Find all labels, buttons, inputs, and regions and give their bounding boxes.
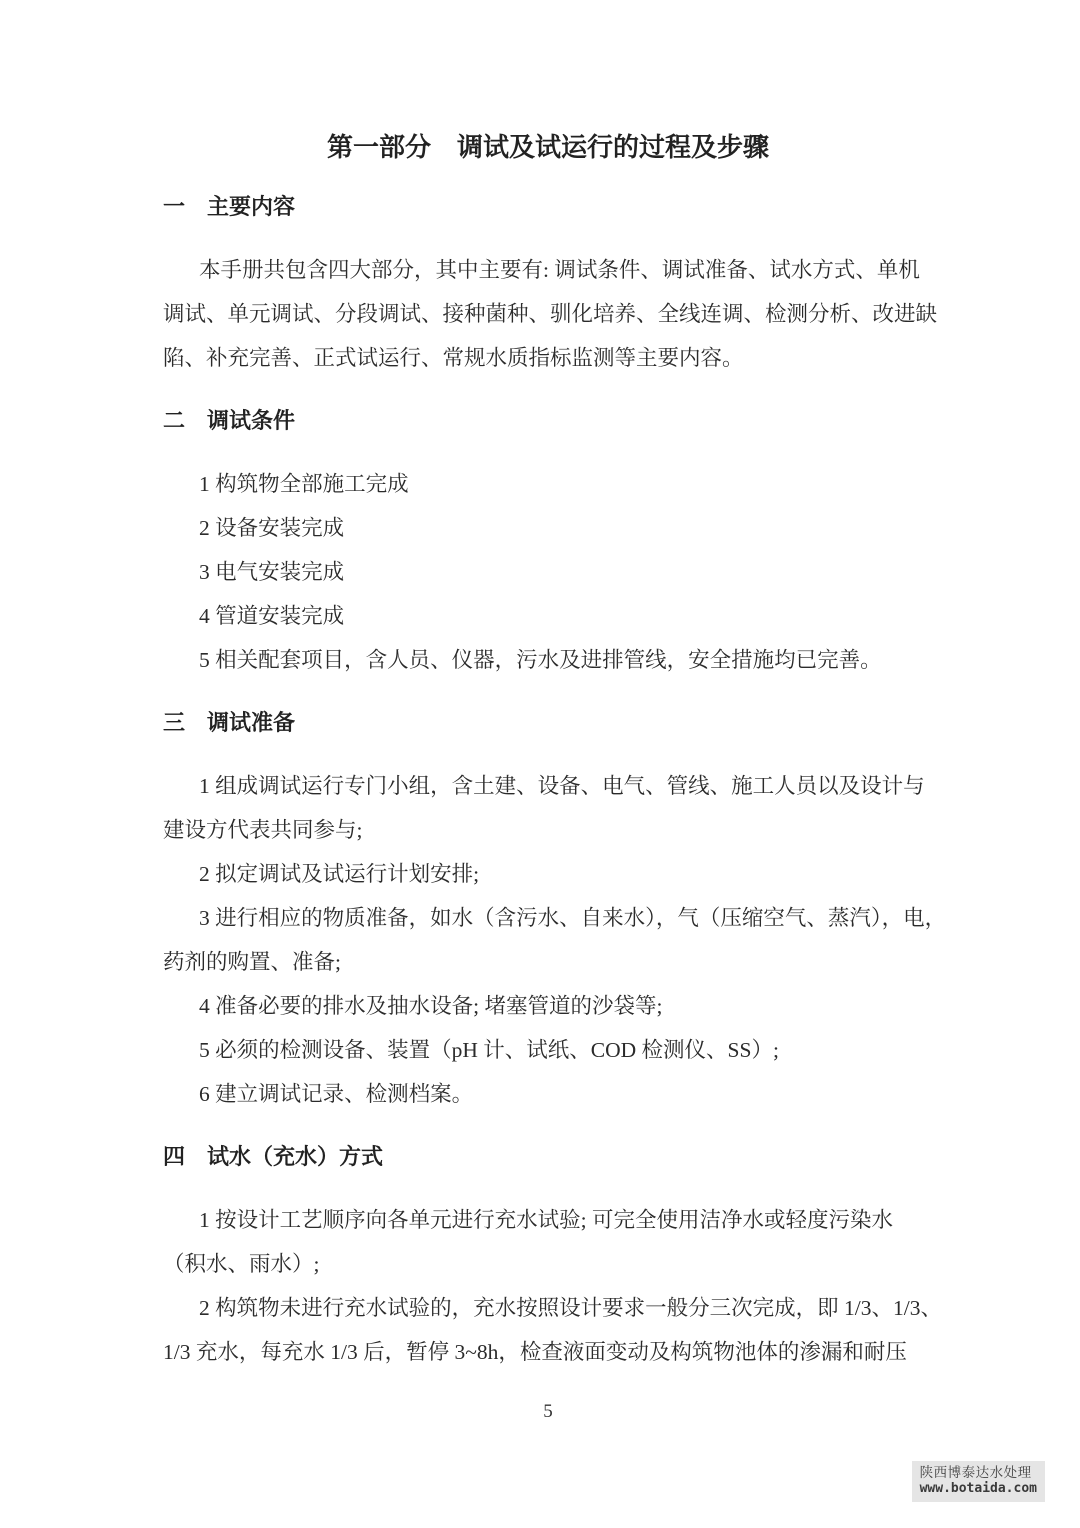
list-item: 1 组成调试运行专门小组，含土建、设备、电气、管线、施工人员以及设计与 bbox=[199, 774, 925, 798]
section-heading-2: 二 调试条件 bbox=[163, 408, 296, 433]
text-line: 建设方代表共同参与; bbox=[163, 818, 363, 842]
list-item: 2 拟定调试及试运行计划安排; bbox=[199, 862, 480, 886]
numbered-list bbox=[163, 764, 947, 1116]
list-item: 5 必须的检测设备、装置（pH 计、试纸、COD 检测仪、SS）; bbox=[199, 1038, 779, 1062]
list-item: 3 电气安装完成 bbox=[199, 560, 345, 584]
page-number: 5 bbox=[543, 1401, 553, 1422]
numbered-list bbox=[163, 1198, 942, 1374]
list-item: 6 建立调试记录、检测档案。 bbox=[199, 1082, 474, 1106]
watermark-company: 陕西博泰达水处理 bbox=[919, 1465, 1032, 1481]
watermark-url: www.botaida.com bbox=[919, 1481, 1037, 1496]
list-item: 4 管道安装完成 bbox=[199, 604, 345, 628]
paragraph bbox=[163, 248, 938, 380]
text-line: 陷、补充完善、正式试运行、常规水质指标监测等主要内容。 bbox=[163, 346, 744, 370]
text-line: 调试、单元调试、分段调试、接种菌种、驯化培养、全线连调、检测分析、改进缺 bbox=[163, 302, 938, 326]
section-commissioning-preparation bbox=[163, 707, 947, 1116]
section-heading-4: 四 试水（充水）方式 bbox=[163, 1144, 384, 1169]
list-item: 1 按设计工艺顺序向各单元进行充水试验; 可完全使用洁净水或轻度污染水 bbox=[199, 1208, 893, 1232]
list-item: 1 构筑物全部施工完成 bbox=[199, 472, 409, 496]
list-item: 2 设备安装完成 bbox=[199, 516, 345, 540]
section-heading-1: 一 主要内容 bbox=[163, 194, 296, 219]
page-title: 第一部分 调试及试运行的过程及步骤 bbox=[326, 133, 769, 162]
numbered-list bbox=[163, 462, 933, 682]
text-line: 药剂的购置、准备; bbox=[163, 950, 341, 974]
list-item: 2 构筑物未进行充水试验的，充水按照设计要求一般分三次完成，即 1/3、1/3、 bbox=[199, 1296, 942, 1320]
text-line: （积水、雨水）; bbox=[163, 1252, 320, 1276]
list-item: 5 相关配套项目，含人员、仪器，污水及进排管线，安全措施均已完善。 bbox=[199, 648, 882, 672]
list-item: 4 准备必要的排水及抽水设备; 堵塞管道的沙袋等; bbox=[199, 994, 663, 1018]
text-line: 本手册共包含四大部分，其中主要有: 调试条件、调试准备、试水方式、单机 bbox=[199, 258, 920, 282]
section-main-content bbox=[163, 191, 938, 380]
section-heading-3: 三 调试准备 bbox=[163, 710, 296, 735]
section-commissioning-conditions bbox=[163, 405, 933, 682]
section-water-filling-method bbox=[163, 1141, 942, 1374]
text-line: 1/3 充水，每充水 1/3 后，暂停 3~8h，检查液面变动及构筑物池体的渗漏和耐压 bbox=[163, 1340, 907, 1364]
list-item: 3 进行相应的物质准备，如水（含污水、自来水），气（压缩空气、蒸汽），电， bbox=[199, 906, 947, 930]
watermark bbox=[912, 1461, 1045, 1502]
